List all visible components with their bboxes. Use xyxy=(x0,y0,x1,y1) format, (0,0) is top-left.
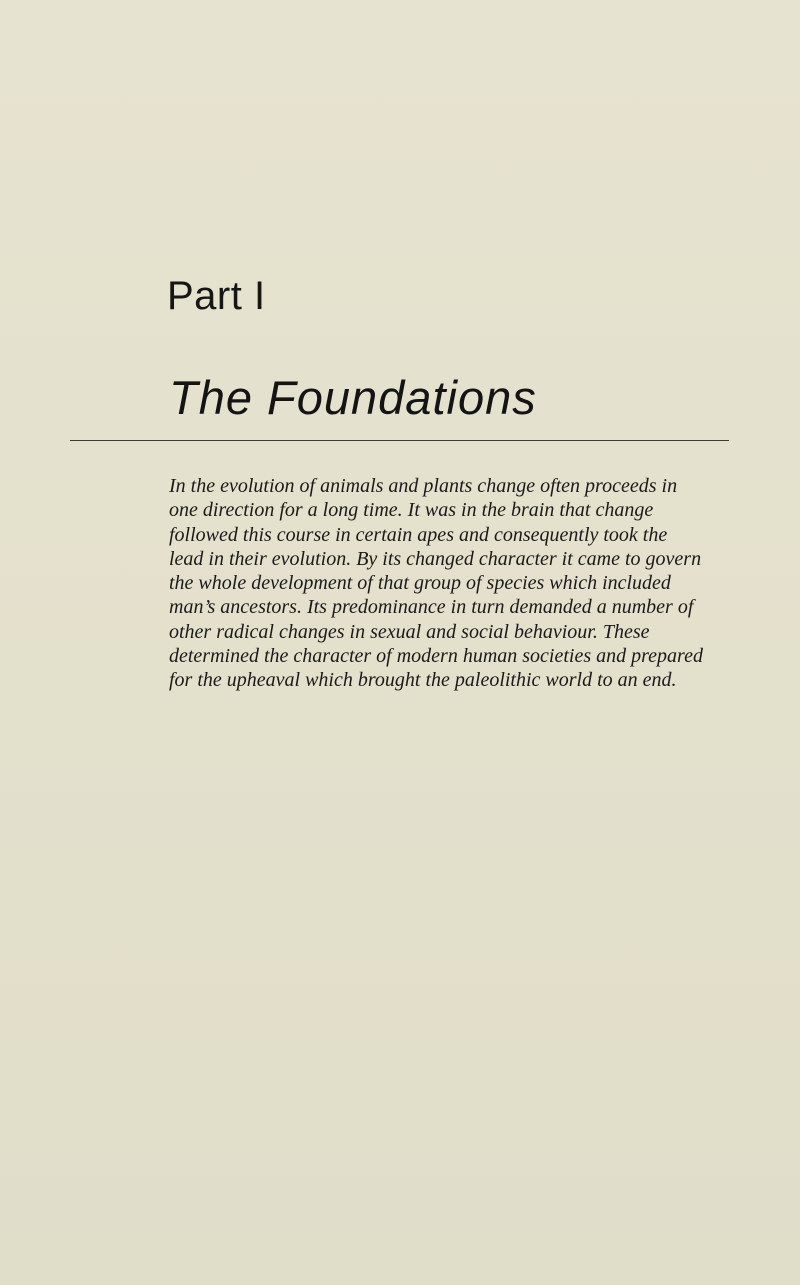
intro-line: the whole development of that group of species which included xyxy=(169,572,671,595)
intro-line: followed this course in certain apes and consequently took the xyxy=(169,523,668,546)
part-label: Part I xyxy=(167,274,266,318)
intro-line: determined the character of modern human societies and prepared xyxy=(169,645,703,668)
intro-line: for the upheaval which brought the paleolithic world to an end. xyxy=(169,669,677,692)
intro-line: other radical changes in sexual and social behaviour. These xyxy=(169,620,650,643)
intro-line: man’s ancestors. Its predominance in turn demanded a number of xyxy=(169,596,694,619)
intro-line: In the evolution of animals and plants change often proceeds in xyxy=(169,475,678,497)
intro-line: lead in their evolution. By its changed character it came to govern xyxy=(169,547,702,570)
intro-line: one direction for a long time. It was in the brain that change xyxy=(169,499,654,522)
part-title: The Foundations xyxy=(169,371,537,424)
title-divider xyxy=(70,440,729,441)
intro-paragraph xyxy=(169,474,739,693)
